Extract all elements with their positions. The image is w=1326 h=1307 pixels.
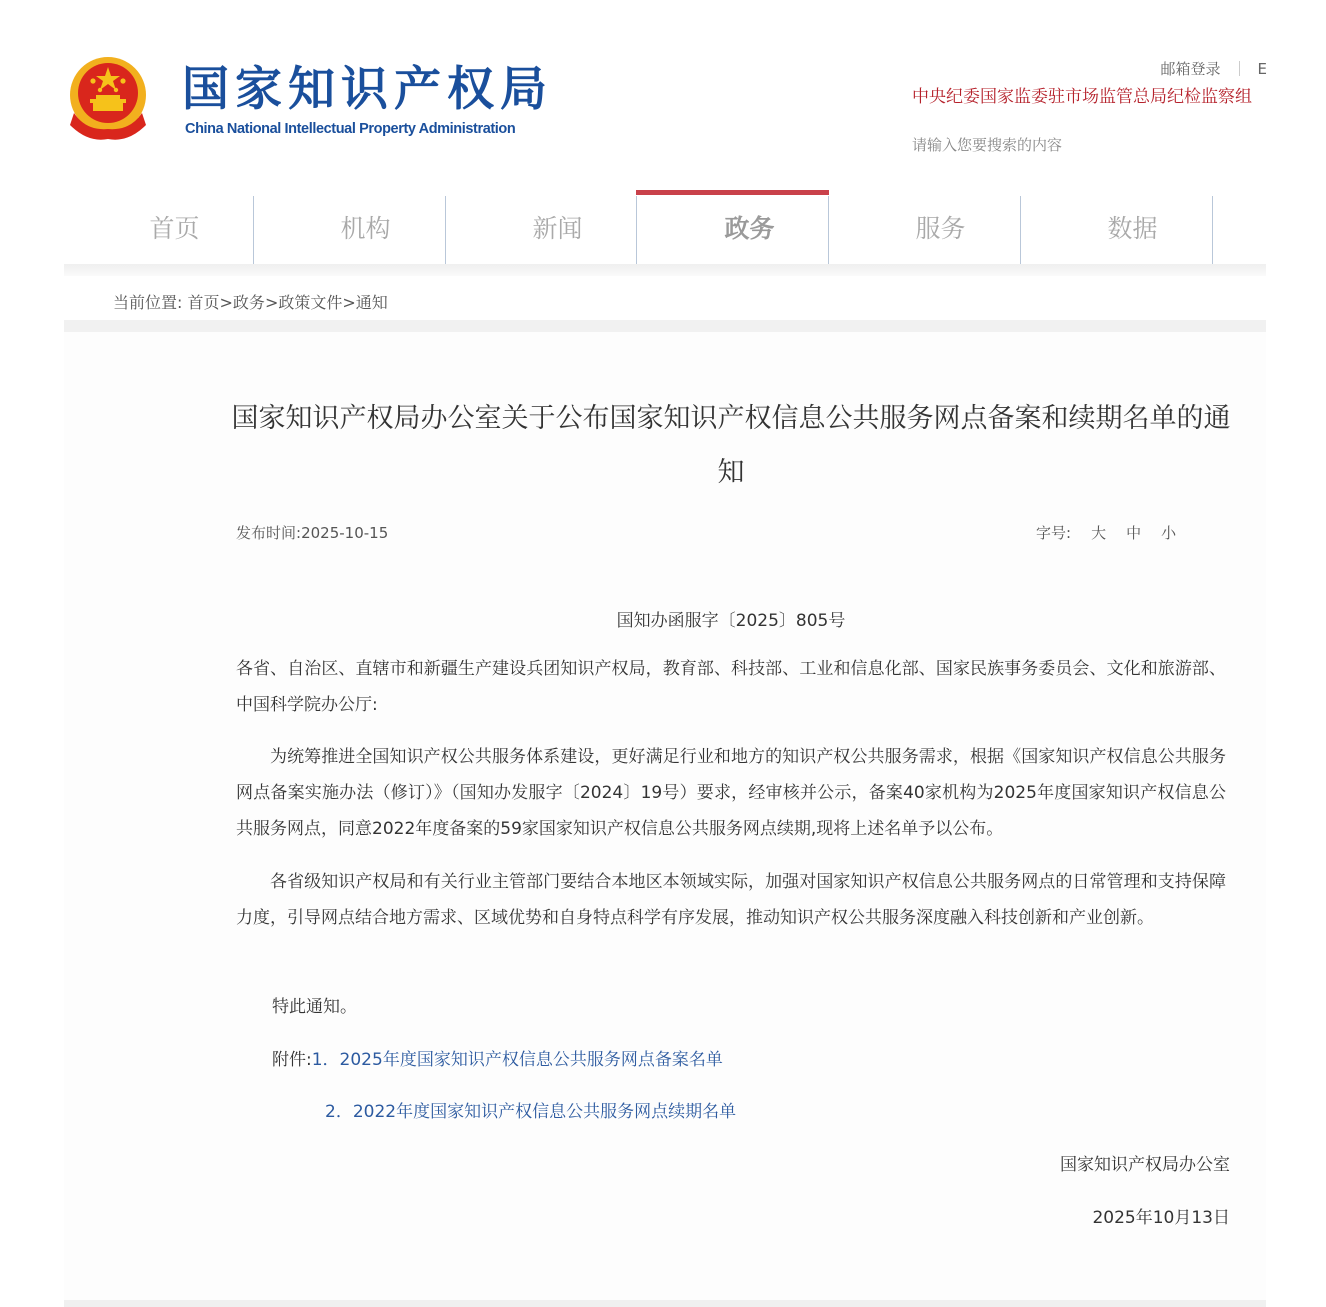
search-input[interactable]: 请输入您要搜索的内容 <box>912 136 1063 154</box>
article-panel-bottom <box>64 1300 1266 1307</box>
font-size-medium[interactable]: 中 <box>1126 524 1142 542</box>
breadcrumb-policy-documents[interactable]: 政策文件 <box>278 293 343 312</box>
publish-info <box>236 522 388 543</box>
nav-divider <box>828 196 829 264</box>
nav-divider <box>1212 196 1213 264</box>
nav-item-news[interactable]: 新闻 <box>532 214 583 243</box>
main-nav <box>62 190 1266 264</box>
closing-text: 特此通知。 <box>272 997 357 1017</box>
paragraph: 为统筹推进全国知识产权公共服务体系建设，更好满足行业和地方的知识产权公共服务需求，根据《国家知识产权信息公共服务网点备案实施办法（修订）》（国知办发服字〔2024〕19号）要求，经审核并公示，备案40家机构为2025年度国家知识产权信息公共服务网点，同意2022年度备案的59家国家知识产权信息公共服务网点续期,现将上述名单予以公布。 <box>236 747 1226 839</box>
breadcrumb-notices[interactable]: 通知 <box>355 293 388 312</box>
breadcrumb-shadow <box>64 320 1266 332</box>
signature: 国家知识产权局办公室 <box>1060 1155 1230 1175</box>
breadcrumb-separator: > <box>219 293 233 312</box>
nav-divider <box>636 196 637 264</box>
document-number: 国知办函服字〔2025〕805号 <box>616 611 846 631</box>
attachment-link-1[interactable]: 1．2025年度国家知识产权信息公共服务网点备案名单 <box>311 1050 723 1070</box>
breadcrumb-home[interactable]: 首页 <box>187 293 220 312</box>
attachments <box>272 1045 723 1070</box>
nav-divider <box>1020 196 1021 264</box>
attachment-item <box>325 1097 736 1122</box>
attachments-label: 附件: <box>272 1050 312 1070</box>
font-size-small[interactable]: 小 <box>1161 524 1177 542</box>
article-title: 国家知识产权局办公室关于公布国家知识产权信息公共服务网点备案和续期名单的通知 <box>231 403 1231 488</box>
nav-item-services[interactable]: 服务 <box>915 214 966 243</box>
attachment-link-2[interactable]: 2．2022年度国家知识产权信息公共服务网点续期名单 <box>325 1102 737 1122</box>
nav-divider <box>445 196 446 264</box>
breadcrumb-prefix: 当前位置: <box>113 293 183 312</box>
mail-login-link[interactable]: 邮箱登录 <box>1160 60 1221 78</box>
national-emblem-icon[interactable] <box>66 55 150 143</box>
english-link[interactable]: E <box>1257 60 1267 78</box>
brand-name-cn[interactable]: 国家知识产权局 <box>182 62 553 117</box>
font-size-control <box>1036 522 1176 543</box>
link-divider <box>1239 61 1240 76</box>
nav-divider <box>253 196 254 264</box>
breadcrumb-separator: > <box>264 293 279 312</box>
nav-shadow <box>64 264 1266 276</box>
addressees: 各省、自治区、直辖市和新疆生产建设兵团知识产权局，教育部、科技部、工业和信息化部、国家民族事务委员会、文化和旅游部、中国科学院办公厅: <box>236 659 1226 715</box>
breadcrumb-separator: > <box>342 293 356 312</box>
font-size-large[interactable]: 大 <box>1091 524 1107 542</box>
publish-label: 发布时间: <box>236 524 302 542</box>
discipline-inspection-link[interactable]: 中央纪委国家监委驻市场监管总局纪检监察组 <box>912 87 1252 107</box>
nav-item-home[interactable]: 首页 <box>149 214 200 243</box>
top-links <box>1161 58 1268 79</box>
nav-item-government-affairs[interactable]: 政务 <box>724 214 775 243</box>
nav-item-organization[interactable]: 机构 <box>340 214 391 243</box>
breadcrumb <box>113 290 388 313</box>
breadcrumb-government-affairs[interactable]: 政务 <box>232 293 265 312</box>
signature-date: 2025年10月13日 <box>1092 1208 1230 1228</box>
publish-date: 2025-10-15 <box>301 524 389 542</box>
nav-item-data[interactable]: 数据 <box>1107 214 1158 243</box>
paragraph: 各省级知识产权局和有关行业主管部门要结合本地区本领域实际，加强对国家知识产权信息公共服务网点的日常管理和支持保障力度，引导网点结合地方需求、区域优势和自身特点科学有序发展，推动知识产权公共服务深度融入科技创新和产业创新。 <box>236 872 1226 928</box>
font-size-label: 字号: <box>1036 524 1072 542</box>
brand-name-en[interactable]: China National Intellectual Property Administration <box>185 121 516 137</box>
